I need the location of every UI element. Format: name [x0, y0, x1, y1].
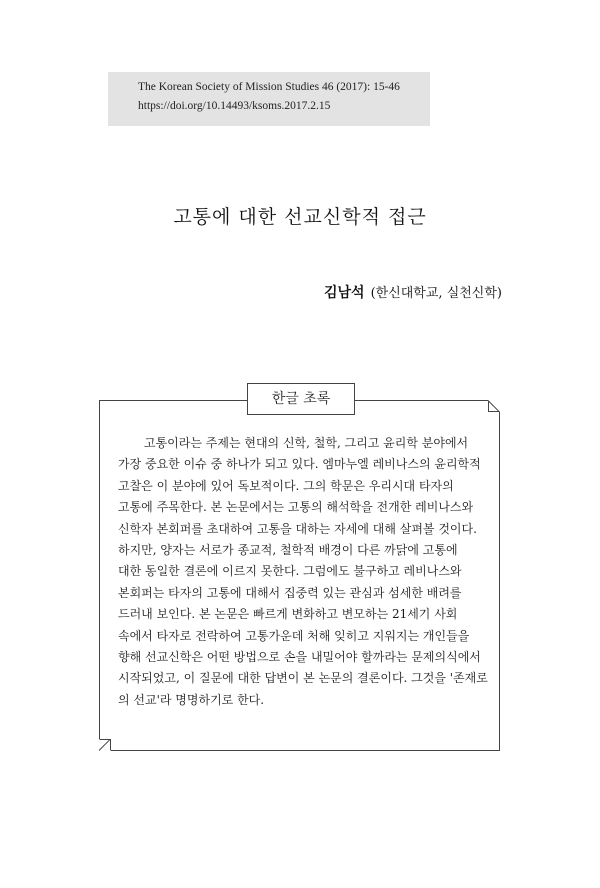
abstract-line: 시작되었고, 이 질문에 대한 답변이 본 논문의 결론이다. 그것을 '존재로 [118, 671, 488, 686]
journal-citation: The Korean Society of Mission Studies 46 (2017): 15-46 [138, 81, 400, 93]
abstract-line: 속에서 타자로 전락하여 고통가운데 처해 잊히고 지워지는 개인들을 [118, 628, 470, 643]
abstract-line: 고통에 주목한다. 본 논문에서는 고통의 해석학을 전개한 레비나스와 [118, 500, 474, 515]
author-line [324, 282, 502, 302]
abstract-line: 향해 선교신학은 어떤 방법으로 손을 내밀어야 할까라는 문제의식에서 [118, 649, 481, 664]
abstract-line: 하지만, 양자는 서로가 종교적, 철학적 배경이 다른 까닭에 고통에 [118, 542, 458, 557]
folded-corner-bottom-left [99, 739, 111, 751]
author-affiliation: (한신대학교, 실천신학) [370, 286, 502, 301]
abstract-label: 한글 초록 [247, 383, 355, 415]
abstract-line: 본회퍼는 타자의 고통에 대해서 집중력 있는 관심과 섬세한 배려를 [118, 585, 462, 600]
abstract-line: 의 선교'라 명명하기로 한다. [118, 692, 265, 707]
abstract-line: 고찰은 이 분야에 있어 독보적이다. 그의 학문은 우리시대 타자의 [118, 478, 454, 493]
abstract-line: 고통이라는 주제는 현대의 신학, 철학, 그리고 윤리학 분야에서 [144, 436, 469, 450]
abstract-text [118, 433, 488, 711]
abstract-line: 신학자 본회퍼를 초대하여 고통을 대하는 자세에 대해 살펴볼 것이다. [118, 521, 477, 536]
doi-link[interactable]: https://doi.org/10.14493/ksoms.2017.2.15 [138, 100, 331, 112]
abstract-line: 대한 동일한 결론에 이르지 못한다. 그럼에도 불구하고 레비나스와 [118, 564, 462, 579]
abstract-line: 가장 중요한 이슈 중 하나가 되고 있다. 엠마누엘 레비나스의 윤리학적 [118, 457, 481, 472]
author-name: 김남석 [323, 285, 365, 301]
journal-info-box [108, 72, 430, 126]
folded-corner-top-right [488, 400, 500, 412]
paper-title: 고통에 대한 선교신학적 접근 [173, 206, 427, 228]
abstract-line: 드러내 보인다. 본 논문은 빠르게 변화하고 변모하는 21세기 사회 [118, 607, 458, 622]
